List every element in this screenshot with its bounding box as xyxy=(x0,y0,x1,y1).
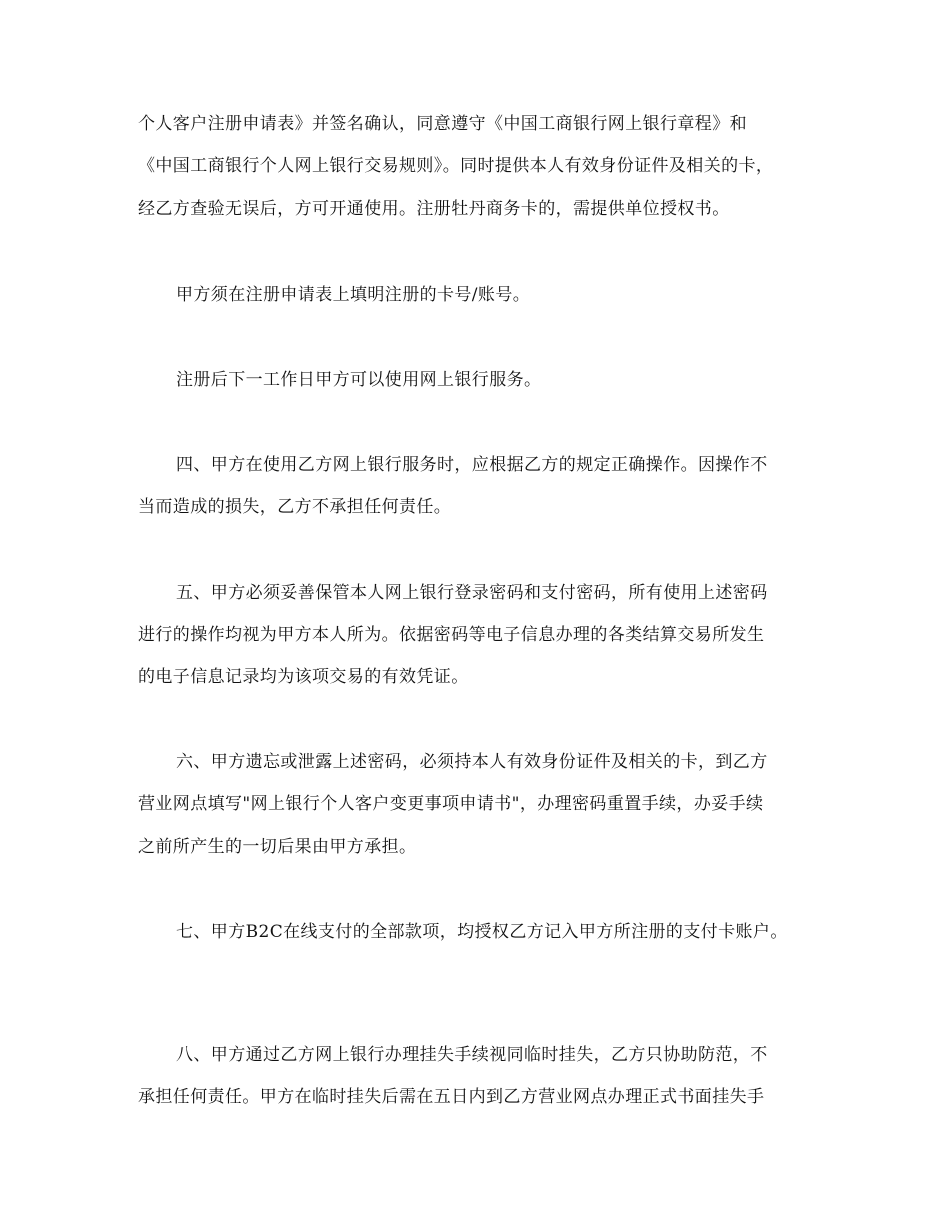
paragraph-line: 五、甲方必须妥善保管本人网上银行登录密码和支付密码，所有使用上述密码 xyxy=(176,583,768,603)
paragraph-line: 之前所产生的一切后果由甲方承担。 xyxy=(138,837,417,857)
paragraph-line: 注册后下一工作日甲方可以使用网上银行服务。 xyxy=(176,370,542,390)
paragraph-line: 的电子信息记录均为该项交易的有效凭证。 xyxy=(138,667,469,687)
paragraph-line: 甲方须在注册申请表上填明注册的卡号/账号。 xyxy=(176,285,531,305)
paragraph-line: 六、甲方遗忘或泄露上述密码，必须持本人有效身份证件及相关的卡，到乙方 xyxy=(176,752,768,772)
paragraph-line: 营业网点填写"网上银行个人客户变更事项申请书"，办理密码重置手续，办妥手续 xyxy=(138,794,764,814)
paragraph-line: 当而造成的损失，乙方不承担任何责任。 xyxy=(138,497,452,517)
paragraph-line: 承担任何责任。甲方在临时挂失后需在五日内到乙方营业网点办理正式书面挂失手 xyxy=(138,1087,765,1107)
paragraph-line: 进行的操作均视为甲方本人所为。依据密码等电子信息办理的各类结算交易所发生 xyxy=(138,625,765,645)
paragraph-line: 八、甲方通过乙方网上银行办理挂失手续视同临时挂失，乙方只协助防范，不 xyxy=(176,1045,768,1065)
paragraph-line: 四、甲方在使用乙方网上银行服务时，应根据乙方的规定正确操作。因操作不 xyxy=(176,455,768,475)
paragraph-line: 经乙方查验无误后，方可开通使用。注册牡丹商务卡的，需提供单位授权书。 xyxy=(138,199,730,219)
paragraph-line: 《中国工商银行个人网上银行交易规则》。同时提供本人有效身份证件及相关的卡， xyxy=(138,156,774,176)
paragraph-line: 个人客户注册申请表》并签名确认，同意遵守《中国工商银行网上银行章程》和 xyxy=(138,114,747,134)
paragraph-line: 七、甲方B2C在线支付的全部款项，均授权乙方记入甲方所注册的支付卡账户。 xyxy=(176,922,788,942)
